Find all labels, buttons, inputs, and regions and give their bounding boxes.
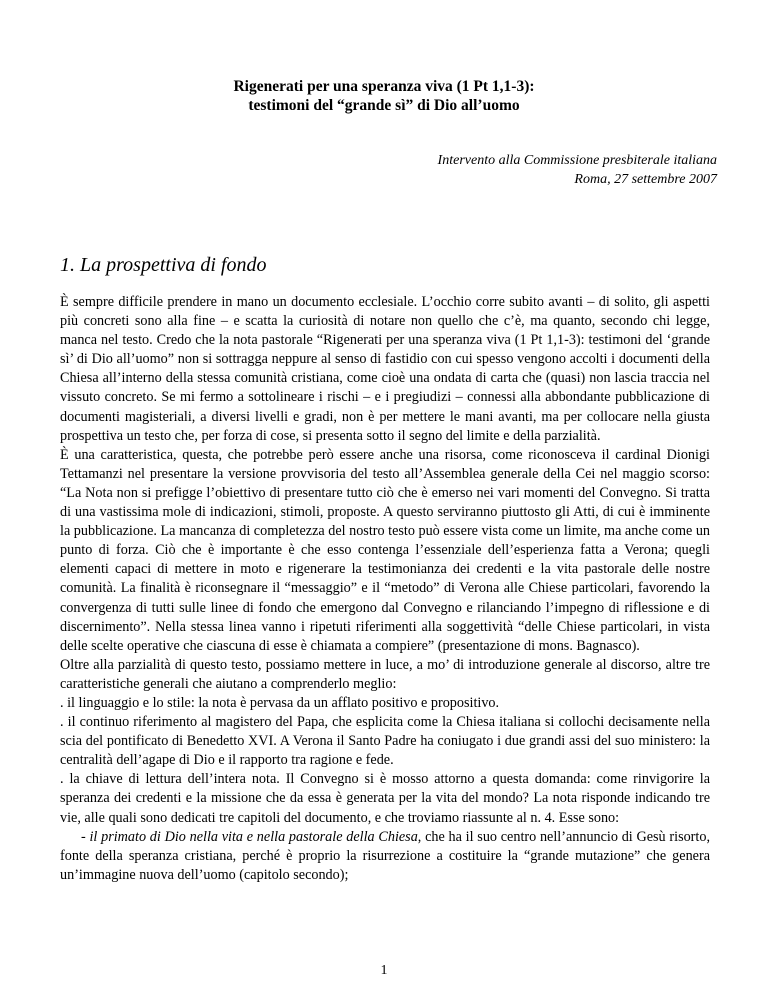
document-title	[0, 77, 768, 115]
section-heading: 1. La prospettiva di fondo	[60, 254, 267, 276]
point-language-style: . il linguaggio e lo stile: la nota è pervasa da un afflato positivo e propositivo.	[60, 694, 500, 711]
event-place-date: Roma, 27 settembre 2007	[574, 172, 717, 187]
event-info	[438, 151, 717, 189]
paragraph-1: È sempre difficile prendere in mano un documento ecclesiale. L’occhio corre subito avanti – di solito, gli aspetti più concreti sono alla fine – e scatta la curiosità di notare non quello che c’è, ma quanto, secondo chi legge, manca nel testo. Credo che la nota pastorale “Rigenerati per una speranza viva (1 Pt 1,1-3): testimoni del ‘grande sì’ di Dio all’uomo” non si sottragga neppure al senso di fastidio con cui spesso vengono accolti i documenti della Chiesa all’interno della stessa comunità cristiana, come cioè una ondata di carta che (quasi) non lascia traccia nel vissuto concreto. Se mi fermo a sottolineare i rischi – e i pregiudizi – connessi alla abbondante pubblicazione di documenti magisteriali, a diversi livelli e gradi, non è per mettere le mani avanti, ma per collocare nella giusta prospettiva un testo che, per forza di cose, si presenta sotto il segno del limite e della parzialità.	[60, 294, 710, 444]
paragraph-3: Oltre alla parzialità di questo testo, possiamo mettere in luce, a mo’ di introduzione generale al discorso, altre tre caratteristiche generali che aiutano a comprenderlo meglio:	[60, 656, 710, 692]
list-item-text: , che ha il suo centro nell’annuncio di Gesù risorto, fonte della speranza cristiana, perché è proprio la risurrezione a costituire la “grande mutazione” che genera un’immagine nuova dell’uomo (capitolo secondo);	[60, 828, 710, 883]
paragraph-2: È una caratteristica, questa, che potrebbe però essere anche una risorsa, come riconosceva il cardinal Dionigi Tettamanzi nel presentare la versione provvisoria del testo all’Assemblea generale della Cei nel maggio scorso: “La Nota non si prefigge l’obiettivo di presentare tutto ciò che è emerso nei vari momenti del Convegno. Si tratta di una vastissima mole di indicazioni, stimoli, proposte. A questo serviranno piuttosto gli Atti, di cui è imminente la pubblicazione. La mancanza di completezza del nostro testo può essere vista come un limite, ma anche come un punto di forza. Ciò che è importante è che esso contenga l’essenziale dell’esperienza fatta a Verona; quegli elementi capaci di mettere in moto e rigenerare la testimonianza dei credenti e la vita pastorale delle nostre comunità. La finalità è riconsegnare il “messaggio” e il “metodo” di Verona alle Chiese particolari, favorendo la convergenza di tutti sulle linee di fondo che emergono dal Convegno e rilanciando l’impegno di riflessione e di discernimento”. Nella stessa linea vanno i ripetuti riferimenti alla soggettività “delle Chiese particolari, in vista delle scelte operative che ciascuna di esse è chiamata a compiere” (presentazione di mons. Bagnasco).	[60, 446, 711, 654]
list-item-primacy-of-god	[60, 828, 710, 885]
list-item-dash: -	[81, 828, 90, 845]
title-line-1: Rigenerati per una speranza viva (1 Pt 1,1-3):	[233, 78, 535, 95]
document-body	[60, 293, 710, 885]
page-number: 1	[380, 963, 388, 978]
title-line-2: testimoni del “grande sì” di Dio all’uomo	[248, 97, 520, 114]
list-item-emphasis: il primato di Dio nella vita e nella pastorale della Chiesa	[89, 828, 418, 845]
point-reading-key: . la chiave di lettura dell’intera nota. Il Convegno si è mosso attorno a questa domanda: come rinvigorire la speranza dei credenti e la missione che da essa è generata per la vita del mondo? La nota risponde indicando tre vie, alle quali sono dedicati tre capitoli del documento, e che troviamo riassunte al n. 4. Esse sono:	[60, 771, 710, 826]
event-name: Intervento alla Commissione presbiterale italiana	[437, 153, 717, 168]
point-papal-magisterium: . il continuo riferimento al magistero del Papa, che esplicita come la Chiesa italiana si collochi decisamente nella scia del pontificato di Benedetto XVI. A Verona il Santo Padre ha coniugato i due grandi assi del suo ministero: la centralità dell’agape di Dio e il rapporto tra ragione e fede.	[60, 714, 710, 769]
